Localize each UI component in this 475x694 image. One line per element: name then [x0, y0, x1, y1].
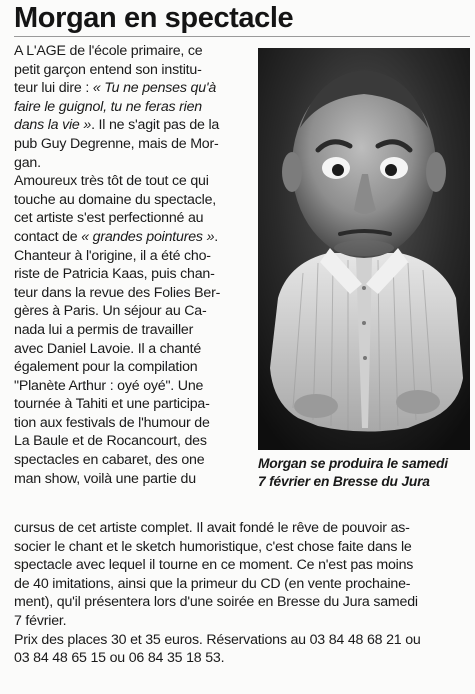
text-line: "Planète Arthur : oyé oyé". Une: [14, 377, 204, 394]
text-line: cursus de cet artiste complet. Il avait fondé le rêve de pouvoir as-: [14, 520, 410, 536]
quote-fragment: « grandes pointures »: [81, 228, 215, 245]
text-line: Prix des places 30 et 35 euros. Réservations au 03 84 48 68 21 ou: [14, 631, 421, 648]
caption-line: 7 février en Bresse du Jura: [258, 474, 430, 490]
text-line: également pour la compilation: [14, 359, 198, 376]
text-line: [14, 116, 254, 135]
text-line: gan.: [14, 154, 41, 171]
text-line: cet artiste s'est perfectionné au: [14, 210, 204, 227]
performer-photo-image: [258, 48, 470, 450]
photo-caption: [258, 455, 473, 492]
text-line: tournée à Tahiti et une participa-: [14, 396, 210, 413]
text-line: [14, 228, 254, 247]
text-line: nada lui a permis de travailler: [14, 321, 194, 338]
text-line: A L'AGE de l'école primaire, ce: [14, 43, 203, 59]
text-line: de 40 imitations, ainsi que la primeur du CD (en vente prochaine-: [14, 575, 411, 592]
quote-fragment: dans la vie »: [14, 117, 92, 134]
article-column-text: [14, 42, 254, 488]
text-line: gères à Paris. Un séjour au Ca-: [14, 303, 207, 320]
text-line: spectacle avec lequel il tourne en ce moment. Ce n'est pas moins: [14, 557, 414, 574]
text-line: petit garçon entend son institu-: [14, 61, 202, 78]
text-line: pub Guy Degrenne, mais de Mor-: [14, 135, 219, 152]
text-line: avec Daniel Lavoie. Il a chanté: [14, 340, 202, 357]
text-line: Amoureux très tôt de tout ce qui: [14, 173, 209, 190]
text-line-tail: . Il ne s'agit pas de la: [91, 117, 220, 134]
text-line: socier le chant et le sketch humoristique, c'est chose faite dans le: [14, 538, 412, 555]
text-line: ment), qu'il présentera lors d'une soirée en Bresse du Jura samedi: [14, 594, 418, 611]
text-line: touche au domaine du spectacle,: [14, 191, 217, 208]
text-line: 7 février.: [14, 612, 67, 629]
text-line: faire le guignol, tu ne feras rien: [14, 98, 203, 115]
text-line-tail: .: [214, 228, 219, 245]
text-line: teur dans la revue des Folies Ber-: [14, 284, 221, 301]
text-line: 03 84 48 65 15 ou 06 84 35 18 53.: [14, 650, 225, 667]
text-line: Chanteur à l'origine, il a été cho-: [14, 247, 211, 264]
text-line: tion aux festivals de l'humour de: [14, 414, 210, 431]
caption-line: Morgan se produira le samedi: [258, 456, 448, 471]
article-full-width-text: [14, 519, 472, 668]
quote-fragment: « Tu ne penses qu'à: [92, 80, 217, 97]
article-headline: Morgan en spectacle: [14, 2, 294, 34]
text-line: La Baule et de Rocancourt, des: [14, 433, 207, 450]
text-line: riste de Patricia Kaas, puis chan-: [14, 266, 215, 283]
text-line-lead: contact de: [14, 228, 82, 245]
performer-photo: [258, 48, 470, 450]
text-line: man show, voilà une partie du: [14, 470, 196, 487]
text-line: [14, 79, 254, 98]
headline-rule: [14, 36, 470, 37]
text-line-lead: teur lui dire :: [14, 80, 93, 97]
text-line: spectacles en cabaret, des one: [14, 452, 205, 469]
